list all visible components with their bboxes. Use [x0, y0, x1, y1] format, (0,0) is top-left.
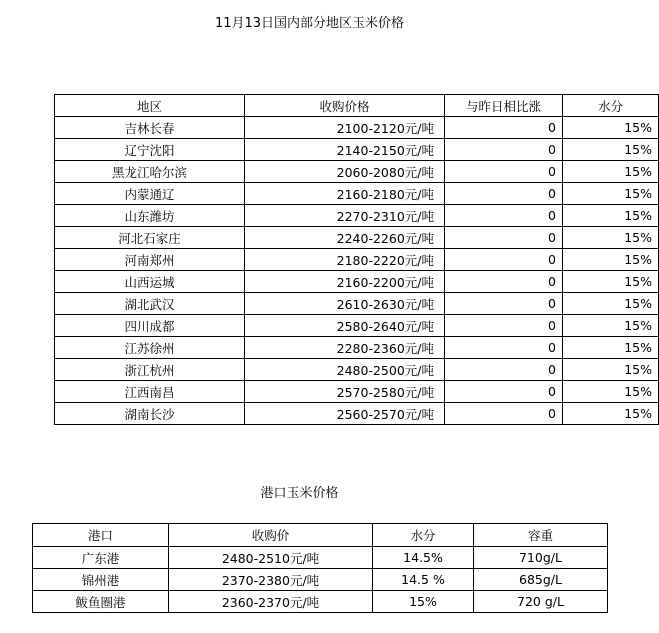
cell-change: 0 — [445, 227, 563, 249]
cell-region: 湖北武汉 — [55, 293, 245, 315]
cell-change: 0 — [445, 249, 563, 271]
header-moisture: 水分 — [563, 95, 659, 117]
port-corn-price-table — [32, 523, 608, 613]
table-row — [55, 117, 659, 139]
header-region: 地区 — [55, 95, 245, 117]
table-row — [55, 205, 659, 227]
cell-price: 2180-2220元/吨 — [245, 249, 445, 271]
cell-port: 锦州港 — [33, 569, 169, 591]
cell-port: 广东港 — [33, 547, 169, 569]
cell-change: 0 — [445, 359, 563, 381]
cell-change: 0 — [445, 205, 563, 227]
cell-density: 685g/L — [474, 569, 608, 591]
regional-corn-price-table — [54, 94, 659, 425]
cell-region: 浙江杭州 — [55, 359, 245, 381]
cell-moisture: 15% — [563, 161, 659, 183]
cell-region: 河北石家庄 — [55, 227, 245, 249]
table-row — [55, 139, 659, 161]
cell-price: 2570-2580元/吨 — [245, 381, 445, 403]
cell-price: 2240-2260元/吨 — [245, 227, 445, 249]
cell-price: 2480-2510元/吨 — [169, 547, 373, 569]
header-density: 容重 — [474, 524, 608, 547]
cell-moisture: 14.5 % — [373, 569, 474, 591]
table-row — [55, 337, 659, 359]
cell-moisture: 15% — [563, 227, 659, 249]
cell-moisture: 15% — [563, 249, 659, 271]
table-row — [55, 227, 659, 249]
cell-moisture: 15% — [563, 403, 659, 425]
cell-density: 710g/L — [474, 547, 608, 569]
cell-price: 2480-2500元/吨 — [245, 359, 445, 381]
cell-region: 黑龙江哈尔滨 — [55, 161, 245, 183]
corn-price-title: 11月13日国内部分地区玉米价格 — [214, 16, 405, 31]
cell-change: 0 — [445, 293, 563, 315]
cell-change: 0 — [445, 403, 563, 425]
cell-price: 2360-2370元/吨 — [169, 591, 373, 613]
cell-region: 辽宁沈阳 — [55, 139, 245, 161]
cell-density: 720 g/L — [474, 591, 608, 613]
cell-price: 2160-2180元/吨 — [245, 183, 445, 205]
table-row — [55, 293, 659, 315]
cell-region: 四川成都 — [55, 315, 245, 337]
cell-region: 内蒙通辽 — [55, 183, 245, 205]
cell-moisture: 15% — [563, 293, 659, 315]
cell-change: 0 — [445, 117, 563, 139]
cell-price: 2160-2200元/吨 — [245, 271, 445, 293]
cell-region: 吉林长春 — [55, 117, 245, 139]
cell-moisture: 15% — [563, 337, 659, 359]
cell-moisture: 15% — [563, 183, 659, 205]
cell-region: 河南郑州 — [55, 249, 245, 271]
table-row — [55, 315, 659, 337]
header-change: 与昨日相比涨 — [445, 95, 563, 117]
cell-price: 2100-2120元/吨 — [245, 117, 445, 139]
cell-moisture: 15% — [373, 591, 474, 613]
cell-price: 2280-2360元/吨 — [245, 337, 445, 359]
cell-port: 鲅鱼圈港 — [33, 591, 169, 613]
table-header-row — [55, 95, 659, 117]
port-price-title: 港口玉米价格 — [260, 486, 339, 501]
header-moisture: 水分 — [373, 524, 474, 547]
table-row — [55, 183, 659, 205]
cell-moisture: 15% — [563, 139, 659, 161]
cell-change: 0 — [445, 337, 563, 359]
table-row — [33, 547, 608, 569]
cell-price: 2560-2570元/吨 — [245, 403, 445, 425]
cell-change: 0 — [445, 271, 563, 293]
table-row — [55, 381, 659, 403]
cell-change: 0 — [445, 381, 563, 403]
table-row — [55, 403, 659, 425]
cell-change: 0 — [445, 161, 563, 183]
cell-region: 山西运城 — [55, 271, 245, 293]
table-row — [55, 271, 659, 293]
cell-moisture: 15% — [563, 205, 659, 227]
cell-change: 0 — [445, 139, 563, 161]
header-port: 港口 — [33, 524, 169, 547]
cell-price: 2140-2150元/吨 — [245, 139, 445, 161]
cell-price: 2610-2630元/吨 — [245, 293, 445, 315]
table-row — [33, 591, 608, 613]
cell-price: 2060-2080元/吨 — [245, 161, 445, 183]
cell-region: 江西南昌 — [55, 381, 245, 403]
cell-change: 0 — [445, 183, 563, 205]
table-row — [55, 249, 659, 271]
cell-moisture: 15% — [563, 359, 659, 381]
cell-region: 山东潍坊 — [55, 205, 245, 227]
cell-price: 2370-2380元/吨 — [169, 569, 373, 591]
table-header-row — [33, 524, 608, 547]
cell-moisture: 15% — [563, 315, 659, 337]
cell-price: 2270-2310元/吨 — [245, 205, 445, 227]
table-row — [55, 161, 659, 183]
table-row — [55, 359, 659, 381]
cell-moisture: 15% — [563, 271, 659, 293]
cell-moisture: 15% — [563, 117, 659, 139]
header-price: 收购价格 — [245, 95, 445, 117]
cell-region: 江苏徐州 — [55, 337, 245, 359]
cell-region: 湖南长沙 — [55, 403, 245, 425]
cell-moisture: 14.5% — [373, 547, 474, 569]
cell-price: 2580-2640元/吨 — [245, 315, 445, 337]
cell-change: 0 — [445, 315, 563, 337]
cell-moisture: 15% — [563, 381, 659, 403]
header-price: 收购价 — [169, 524, 373, 547]
table-row — [33, 569, 608, 591]
